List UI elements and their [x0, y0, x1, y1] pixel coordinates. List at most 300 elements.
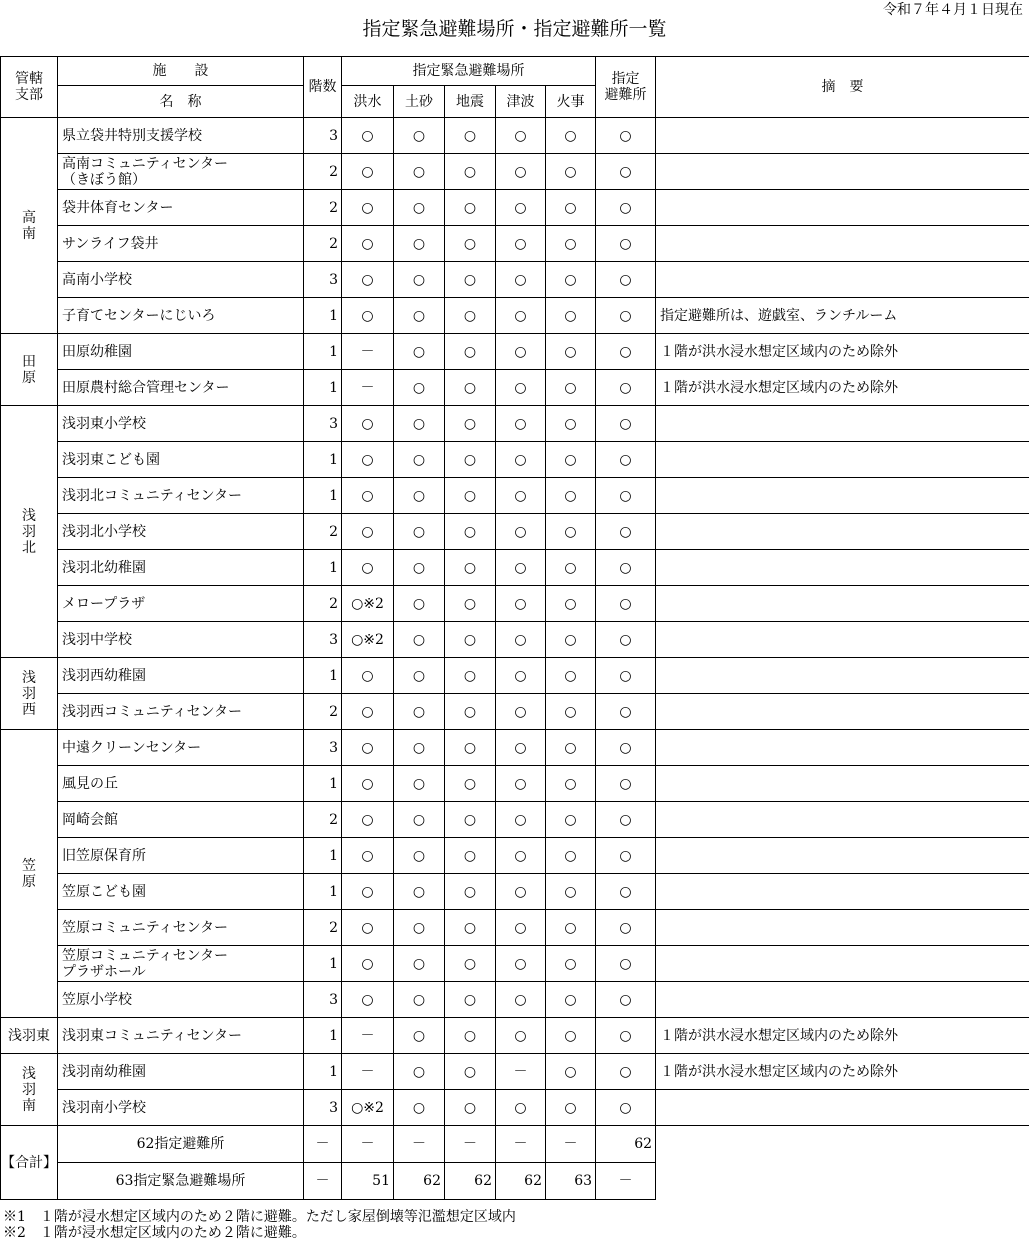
remarks-cell [656, 442, 1029, 478]
fire-cell: ○ [546, 802, 596, 838]
branch-cell: 田 原 [1, 334, 58, 406]
totals-blank [656, 1163, 1029, 1200]
floors-cell: 1 [304, 838, 342, 874]
earthquake-cell: ○ [445, 226, 496, 262]
facility-name: 風見の丘 [58, 766, 304, 802]
tsunami-cell: ○ [496, 1018, 546, 1054]
table-row [1, 1018, 1029, 1054]
floors-cell: 1 [304, 334, 342, 370]
branch-cell: 高 南 [1, 118, 58, 334]
tsunami-cell: ○ [496, 298, 546, 334]
totals-fire: 63 [546, 1163, 596, 1200]
flood-cell: ○ [342, 694, 394, 730]
landslide-cell: ○ [394, 586, 445, 622]
tsunami-cell: ○ [496, 730, 546, 766]
evacuation-sites-table [0, 56, 1029, 1200]
table-row [1, 1054, 1029, 1090]
floors-cell: 1 [304, 1018, 342, 1054]
facility-name: 県立袋井特別支援学校 [58, 118, 304, 154]
header-floors: 階数 [304, 57, 342, 118]
shelter-cell: ○ [596, 622, 656, 658]
fire-cell: ○ [546, 586, 596, 622]
landslide-cell: ○ [394, 802, 445, 838]
flood-cell: ○ [342, 982, 394, 1018]
flood-cell: ○ [342, 514, 394, 550]
landslide-cell: ○ [394, 550, 445, 586]
landslide-cell: ○ [394, 190, 445, 226]
totals-name: 62指定避難所 [58, 1126, 304, 1163]
table-row [1, 550, 1029, 586]
shelter-cell: ○ [596, 586, 656, 622]
totals-tsunami: － [496, 1126, 546, 1163]
shelter-cell: ○ [596, 730, 656, 766]
branch-cell: 浅羽東 [1, 1018, 58, 1054]
facility-name: 浅羽南幼稚園 [58, 1054, 304, 1090]
landslide-cell: ○ [394, 1054, 445, 1090]
branch-cell: 笠 原 [1, 730, 58, 1018]
fire-cell: ○ [546, 550, 596, 586]
landslide-cell: ○ [394, 730, 445, 766]
totals-blank [656, 1126, 1029, 1163]
remarks-cell [656, 262, 1029, 298]
header-fire: 火事 [546, 86, 596, 118]
fire-cell: ○ [546, 766, 596, 802]
table-row [1, 586, 1029, 622]
table-row [1, 622, 1029, 658]
fire-cell: ○ [546, 1090, 596, 1126]
remarks-cell [656, 154, 1029, 190]
earthquake-cell: ○ [445, 910, 496, 946]
shelter-cell: ○ [596, 982, 656, 1018]
floors-cell: 2 [304, 190, 342, 226]
fire-cell: ○ [546, 982, 596, 1018]
earthquake-cell: ○ [445, 694, 496, 730]
fire-cell: ○ [546, 622, 596, 658]
remarks-cell [656, 946, 1029, 982]
tsunami-cell: ○ [496, 118, 546, 154]
fire-cell: ○ [546, 658, 596, 694]
shelter-cell: ○ [596, 298, 656, 334]
header-earthquake: 地震 [445, 86, 496, 118]
floors-cell: 1 [304, 298, 342, 334]
totals-row [1, 1163, 1029, 1200]
header-flood: 洪水 [342, 86, 394, 118]
footnote-2: ※2 １階が浸水想定区域内のため２階に避難。 [3, 1225, 306, 1241]
floors-cell: 3 [304, 622, 342, 658]
totals-landslide: 62 [394, 1163, 445, 1200]
header-shelter: 指定 避難所 [596, 57, 656, 118]
floors-cell: 2 [304, 586, 342, 622]
flood-cell: ○ [342, 190, 394, 226]
fire-cell: ○ [546, 370, 596, 406]
floors-cell: 2 [304, 910, 342, 946]
landslide-cell: ○ [394, 946, 445, 982]
shelter-cell: ○ [596, 118, 656, 154]
fire-cell: ○ [546, 730, 596, 766]
facility-name: 浅羽西コミュニティセンター [58, 694, 304, 730]
shelter-cell: ○ [596, 478, 656, 514]
landslide-cell: ○ [394, 478, 445, 514]
facility-name: メロープラザ [58, 586, 304, 622]
remarks-cell [656, 694, 1029, 730]
table-row [1, 874, 1029, 910]
fire-cell: ○ [546, 226, 596, 262]
table-row [1, 154, 1029, 190]
table-row [1, 766, 1029, 802]
flood-cell: － [342, 1018, 394, 1054]
remarks-cell [656, 982, 1029, 1018]
facility-name: 高南コミュニティセンター （きぼう館） [58, 154, 304, 190]
header-remarks: 摘 要 [656, 57, 1029, 118]
fire-cell: ○ [546, 838, 596, 874]
flood-cell: ○ [342, 802, 394, 838]
header-tsunami: 津波 [496, 86, 546, 118]
remarks-cell [656, 118, 1029, 154]
landslide-cell: ○ [394, 658, 445, 694]
table-row [1, 334, 1029, 370]
flood-cell: ○ [342, 910, 394, 946]
landslide-cell: ○ [394, 982, 445, 1018]
as-of-date: 令和７年４月１日現在 [883, 2, 1023, 18]
totals-flood: 51 [342, 1163, 394, 1200]
flood-cell: ○ [342, 478, 394, 514]
fire-cell: ○ [546, 478, 596, 514]
flood-cell: ○※2 [342, 622, 394, 658]
facility-name: 子育てセンターにじいろ [58, 298, 304, 334]
facility-name: 中遠クリーンセンター [58, 730, 304, 766]
tsunami-cell: ○ [496, 190, 546, 226]
floors-cell: 1 [304, 442, 342, 478]
table-row [1, 442, 1029, 478]
header-facility: 施 設 [58, 57, 304, 86]
facility-name: 浅羽中学校 [58, 622, 304, 658]
landslide-cell: ○ [394, 622, 445, 658]
facility-name: 袋井体育センター [58, 190, 304, 226]
facility-name: 岡崎会館 [58, 802, 304, 838]
remarks-cell [656, 802, 1029, 838]
remarks-cell: 指定避難所は、遊戯室、ランチルーム [656, 298, 1029, 334]
remarks-cell [656, 586, 1029, 622]
totals-label: 【合計】 [1, 1126, 58, 1200]
totals-floors: － [304, 1126, 342, 1163]
remarks-cell: １階が洪水浸水想定区域内のため除外 [656, 1054, 1029, 1090]
shelter-cell: ○ [596, 1018, 656, 1054]
remarks-cell: １階が洪水浸水想定区域内のため除外 [656, 1018, 1029, 1054]
earthquake-cell: ○ [445, 586, 496, 622]
totals-flood: － [342, 1126, 394, 1163]
earthquake-cell: ○ [445, 190, 496, 226]
shelter-cell: ○ [596, 442, 656, 478]
fire-cell: ○ [546, 262, 596, 298]
remarks-cell [656, 550, 1029, 586]
floors-cell: 1 [304, 370, 342, 406]
branch-cell: 浅 羽 南 [1, 1054, 58, 1126]
table-row [1, 514, 1029, 550]
tsunami-cell: ○ [496, 406, 546, 442]
floors-cell: 1 [304, 874, 342, 910]
floors-cell: 3 [304, 1090, 342, 1126]
tsunami-cell: ○ [496, 154, 546, 190]
remarks-cell [656, 514, 1029, 550]
flood-cell: ○ [342, 262, 394, 298]
totals-earthquake: － [445, 1126, 496, 1163]
floors-cell: 2 [304, 802, 342, 838]
flood-cell: － [342, 1054, 394, 1090]
table-row [1, 694, 1029, 730]
facility-name: 笠原小学校 [58, 982, 304, 1018]
fire-cell: ○ [546, 1054, 596, 1090]
landslide-cell: ○ [394, 874, 445, 910]
facility-name: 浅羽北幼稚園 [58, 550, 304, 586]
facility-name: サンライフ袋井 [58, 226, 304, 262]
flood-cell: ○ [342, 946, 394, 982]
fire-cell: ○ [546, 334, 596, 370]
tsunami-cell: ○ [496, 946, 546, 982]
facility-name: 田原幼稚園 [58, 334, 304, 370]
floors-cell: 2 [304, 226, 342, 262]
remarks-cell [656, 730, 1029, 766]
landslide-cell: ○ [394, 118, 445, 154]
landslide-cell: ○ [394, 910, 445, 946]
totals-shelter: 62 [596, 1126, 656, 1163]
tsunami-cell: ○ [496, 766, 546, 802]
fire-cell: ○ [546, 442, 596, 478]
tsunami-cell: ○ [496, 370, 546, 406]
landslide-cell: ○ [394, 226, 445, 262]
floors-cell: 3 [304, 262, 342, 298]
flood-cell: － [342, 334, 394, 370]
tsunami-cell: ○ [496, 262, 546, 298]
flood-cell: ○ [342, 874, 394, 910]
floors-cell: 3 [304, 406, 342, 442]
remarks-cell [656, 658, 1029, 694]
facility-name: 笠原コミュニティセンター [58, 910, 304, 946]
flood-cell: － [342, 370, 394, 406]
earthquake-cell: ○ [445, 838, 496, 874]
flood-cell: ○ [342, 766, 394, 802]
remarks-cell [656, 766, 1029, 802]
shelter-cell: ○ [596, 766, 656, 802]
earthquake-cell: ○ [445, 1018, 496, 1054]
header-emergency-site: 指定緊急避難場所 [342, 57, 596, 86]
fire-cell: ○ [546, 406, 596, 442]
remarks-cell [656, 622, 1029, 658]
facility-name: 浅羽北小学校 [58, 514, 304, 550]
shelter-cell: ○ [596, 1054, 656, 1090]
facility-name: 浅羽西幼稚園 [58, 658, 304, 694]
earthquake-cell: ○ [445, 622, 496, 658]
tsunami-cell: ○ [496, 694, 546, 730]
header-name: 名 称 [58, 86, 304, 118]
landslide-cell: ○ [394, 1018, 445, 1054]
shelter-cell: ○ [596, 910, 656, 946]
table-row [1, 946, 1029, 982]
fire-cell: ○ [546, 298, 596, 334]
totals-row [1, 1126, 1029, 1163]
landslide-cell: ○ [394, 262, 445, 298]
earthquake-cell: ○ [445, 802, 496, 838]
table-row [1, 658, 1029, 694]
fire-cell: ○ [546, 694, 596, 730]
facility-name: 笠原コミュニティセンター プラザホール [58, 946, 304, 982]
earthquake-cell: ○ [445, 946, 496, 982]
flood-cell: ○ [342, 406, 394, 442]
table-row [1, 262, 1029, 298]
flood-cell: ○ [342, 838, 394, 874]
remarks-cell [656, 406, 1029, 442]
earthquake-cell: ○ [445, 442, 496, 478]
flood-cell: ○ [342, 118, 394, 154]
tsunami-cell: ○ [496, 586, 546, 622]
tsunami-cell: ○ [496, 658, 546, 694]
landslide-cell: ○ [394, 442, 445, 478]
shelter-cell: ○ [596, 226, 656, 262]
floors-cell: 1 [304, 766, 342, 802]
flood-cell: ○ [342, 442, 394, 478]
facility-name: 浅羽東小学校 [58, 406, 304, 442]
fire-cell: ○ [546, 514, 596, 550]
landslide-cell: ○ [394, 406, 445, 442]
totals-shelter: － [596, 1163, 656, 1200]
totals-floors: － [304, 1163, 342, 1200]
remarks-cell [656, 1090, 1029, 1126]
remarks-cell [656, 874, 1029, 910]
floors-cell: 3 [304, 982, 342, 1018]
earthquake-cell: ○ [445, 766, 496, 802]
earthquake-cell: ○ [445, 514, 496, 550]
table-row [1, 982, 1029, 1018]
page-title: 指定緊急避難場所・指定避難所一覧 [362, 18, 667, 40]
tsunami-cell: ○ [496, 874, 546, 910]
fire-cell: ○ [546, 118, 596, 154]
shelter-cell: ○ [596, 1090, 656, 1126]
earthquake-cell: ○ [445, 118, 496, 154]
earthquake-cell: ○ [445, 1054, 496, 1090]
shelter-cell: ○ [596, 514, 656, 550]
remarks-cell [656, 190, 1029, 226]
remarks-cell: １階が洪水浸水想定区域内のため除外 [656, 370, 1029, 406]
floors-cell: 1 [304, 478, 342, 514]
table-row [1, 298, 1029, 334]
earthquake-cell: ○ [445, 298, 496, 334]
table-row [1, 406, 1029, 442]
totals-earthquake: 62 [445, 1163, 496, 1200]
tsunami-cell: ○ [496, 514, 546, 550]
fire-cell: ○ [546, 910, 596, 946]
floors-cell: 1 [304, 946, 342, 982]
totals-landslide: － [394, 1126, 445, 1163]
fire-cell: ○ [546, 946, 596, 982]
floors-cell: 2 [304, 514, 342, 550]
fire-cell: ○ [546, 1018, 596, 1054]
shelter-cell: ○ [596, 658, 656, 694]
facility-name: 旧笠原保育所 [58, 838, 304, 874]
flood-cell: ○※2 [342, 586, 394, 622]
table-row [1, 802, 1029, 838]
floors-cell: 3 [304, 730, 342, 766]
shelter-cell: ○ [596, 406, 656, 442]
earthquake-cell: ○ [445, 982, 496, 1018]
landslide-cell: ○ [394, 370, 445, 406]
remarks-cell [656, 478, 1029, 514]
landslide-cell: ○ [394, 154, 445, 190]
totals-name: 63指定緊急避難場所 [58, 1163, 304, 1200]
table-row [1, 118, 1029, 154]
tsunami-cell: ○ [496, 982, 546, 1018]
earthquake-cell: ○ [445, 406, 496, 442]
tsunami-cell: ○ [496, 622, 546, 658]
floors-cell: 1 [304, 658, 342, 694]
flood-cell: ○ [342, 550, 394, 586]
shelter-cell: ○ [596, 190, 656, 226]
totals-fire: － [546, 1126, 596, 1163]
tsunami-cell: － [496, 1054, 546, 1090]
remarks-cell [656, 226, 1029, 262]
header-landslide: 土砂 [394, 86, 445, 118]
remarks-cell [656, 838, 1029, 874]
floors-cell: 2 [304, 694, 342, 730]
table-row [1, 1090, 1029, 1126]
landslide-cell: ○ [394, 514, 445, 550]
earthquake-cell: ○ [445, 262, 496, 298]
facility-name: 田原農村総合管理センター [58, 370, 304, 406]
flood-cell: ○ [342, 298, 394, 334]
shelter-cell: ○ [596, 946, 656, 982]
shelter-cell: ○ [596, 154, 656, 190]
facility-name: 笠原こども園 [58, 874, 304, 910]
tsunami-cell: ○ [496, 802, 546, 838]
tsunami-cell: ○ [496, 910, 546, 946]
landslide-cell: ○ [394, 298, 445, 334]
branch-cell: 浅 羽 北 [1, 406, 58, 658]
tsunami-cell: ○ [496, 226, 546, 262]
footnote-1: ※1 １階が浸水想定区域内のため２階に避難。ただし家屋倒壊等氾濫想定区域内 [3, 1209, 516, 1225]
earthquake-cell: ○ [445, 334, 496, 370]
facility-name: 高南小学校 [58, 262, 304, 298]
footnotes [3, 1209, 516, 1241]
shelter-cell: ○ [596, 694, 656, 730]
flood-cell: ○※2 [342, 1090, 394, 1126]
table-row [1, 478, 1029, 514]
flood-cell: ○ [342, 658, 394, 694]
earthquake-cell: ○ [445, 730, 496, 766]
floors-cell: 3 [304, 118, 342, 154]
floors-cell: 1 [304, 550, 342, 586]
shelter-cell: ○ [596, 262, 656, 298]
shelter-cell: ○ [596, 334, 656, 370]
landslide-cell: ○ [394, 1090, 445, 1126]
table-row [1, 838, 1029, 874]
table-row [1, 730, 1029, 766]
tsunami-cell: ○ [496, 442, 546, 478]
shelter-cell: ○ [596, 550, 656, 586]
header-branch: 管轄 支部 [1, 57, 58, 118]
facility-name: 浅羽北コミュニティセンター [58, 478, 304, 514]
facility-name: 浅羽南小学校 [58, 1090, 304, 1126]
earthquake-cell: ○ [445, 154, 496, 190]
remarks-cell [656, 910, 1029, 946]
landslide-cell: ○ [394, 334, 445, 370]
branch-cell: 浅 羽 西 [1, 658, 58, 730]
fire-cell: ○ [546, 874, 596, 910]
floors-cell: 2 [304, 154, 342, 190]
shelter-cell: ○ [596, 874, 656, 910]
shelter-cell: ○ [596, 838, 656, 874]
table-row [1, 190, 1029, 226]
earthquake-cell: ○ [445, 874, 496, 910]
facility-name: 浅羽東こども園 [58, 442, 304, 478]
earthquake-cell: ○ [445, 1090, 496, 1126]
